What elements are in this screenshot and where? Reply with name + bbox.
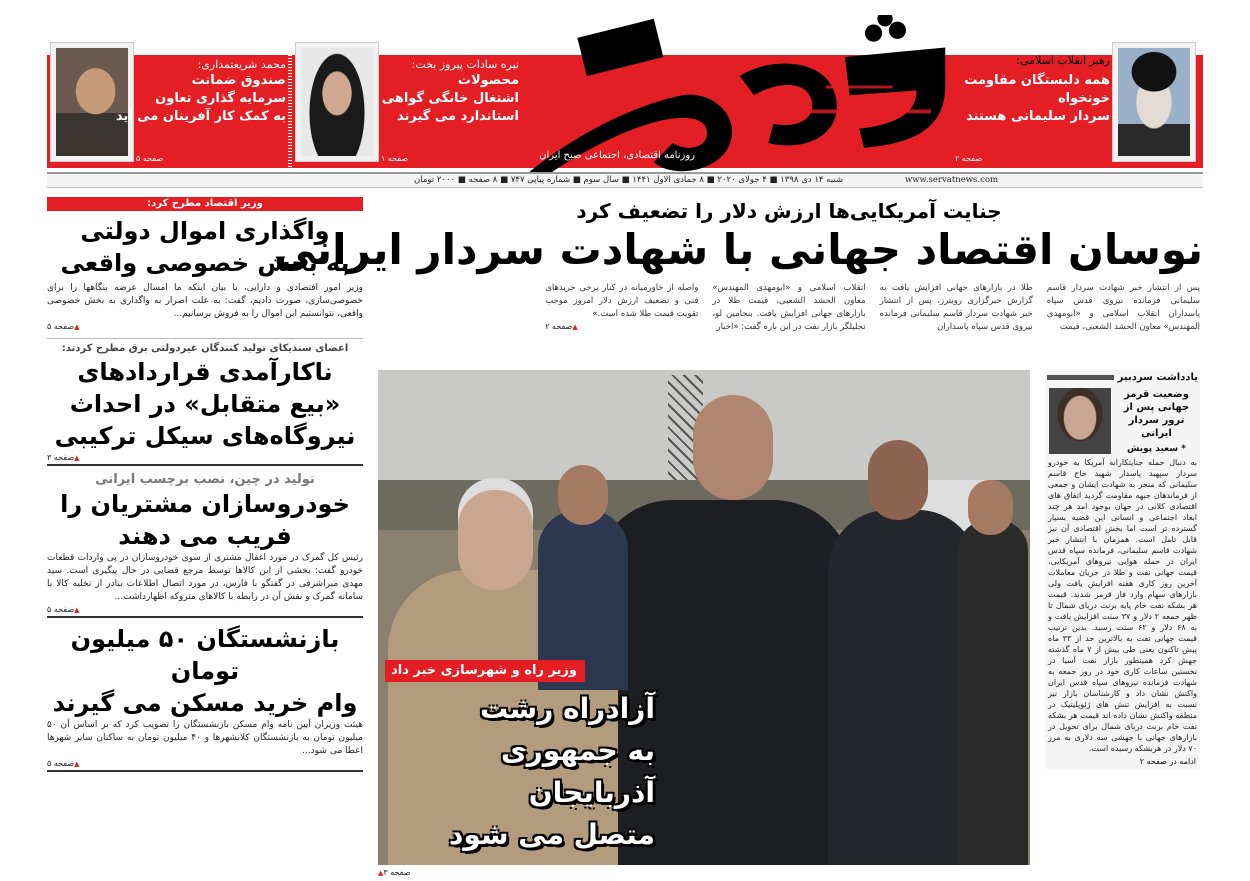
divider — [288, 55, 292, 168]
photo-story[interactable] — [385, 688, 655, 856]
column-text: واصله از خاورمیانه در کنار برخی خریدهای فنی و تضعیف ارزش دلار امروز موجب تقویت قیمت طلا شده است.» — [545, 283, 699, 319]
editorial[interactable] — [1045, 370, 1200, 769]
left-story-3[interactable] — [47, 471, 363, 618]
editorial-title: وضعیت قرمز جهانی پس از ترور سردار ایرانی — [1123, 389, 1190, 439]
kicker: محمد شریعتمداری: — [197, 58, 286, 71]
story-title: واگذاری اموال دولتی — [80, 217, 330, 245]
title-line: صندوق ضمانت — [191, 73, 286, 88]
issue-info: شنبه ۱۴ دی ۱۳۹۸ ■ ۴ جولای ۲۰۲۰ ■ ۸ جمادی الاول ۱۴۴۱ ■ سال سوم ■ شماره پیاپی ۷۴۷ ■ ۸ صفحه ■ ۲۰۰۰ تومان — [413, 175, 843, 185]
story-body: رئیس کل گمرک در مورد اغفال مشتری از سوی خودروسازان در پی واردات قطعات خودرو گفت: بخشی از این کالاها توسط مرجع قضایی در حال پیگیری است. سید مهدی میراشرفی در گفتگو با فارس، در مورد اتصال اطلاعات بنادر از تخلیه کالا با سامانه گمرک و نقش آن در رابطه با کالاهای متروکه اظهارداشت... — [47, 553, 363, 602]
title-line: اشتغال خانگی گواهی — [381, 91, 519, 106]
main-story[interactable] — [273, 198, 1203, 368]
story-title: «بیع متقابل» در احداث — [69, 390, 341, 418]
left-story-2[interactable] — [47, 338, 363, 466]
photo-piroozbakht — [295, 42, 379, 162]
photo-shariatmadari — [50, 42, 134, 162]
main-kicker: جنایت آمریکایی‌ها ارزش دلار را تضعیف کرد — [576, 199, 1002, 223]
page-ref: ▲ صفحه ۲ — [545, 321, 698, 333]
column-text: پس از انتشار خبر شهادت سردار قاسم سلیمانی فرمانده نیروی قدس سپاه پاسداران انقلاب اسلامی و «ابومهدی المهندس» معاون الحشد الشعبی، قیمت — [1046, 283, 1200, 332]
page-ref: صفحه ۱ — [381, 154, 409, 163]
author: * سعید پویش — [1127, 444, 1186, 454]
editorial-body: به دنبال حمله جنایتکارانه آمریکا به خودرو سردار سپهبد پاسدار شهید حاج قاسم سلیمانی که منجر به شهادت ایشان و جمعی از فرماندهان جبهه مقاومت گردید اتفاق های اقتصادی کلانی در جهان بوجود امد هر چند ابعاد اجتماعی و انسانی این قضیه بسیار گسترده تر است اما بخش اقتصادی آن نیز قابل تامل است. همزمان با انتشار خبر شهادت قاسم سلیمانی، فرمانده سپاه قدس ایران در حمله هوایی نیروهای آمریکایی، قیمت جهانی نفت و طلا در جریان معاملات آخرین روز کاری هفته افزایش یافت ولی بازارهای سهام وارد فاز قرمز شدند. قیمت هر بشکه نفت خام پایه برنت دریای شمال تا ظهر جمعه ۲ دلار و ۳۷ سنت افزایش یافت و به ۶۸ دلار و ۶۲ سنت رسید. بدین ترتیب قیمت جهانی نفت به بالاترین حد از ۳۳ ماه پیش تاکنون یعنی طی بیش از ۷ ماه گذشته جهش کرد همینطور بازار نفت آسیا در نخستین ساعات کاری خود در روز جمعه به شهادت فرمانده نیروهای سپاه قدس ایران واکنش نشان داد و کارشناسان بازار نیز نسبت به افزایش تنش های ژئوپلیتیک در منطقه واکنش نشان داده اند قیمت هر بشکه نفت خام برنت دریای شمال برای تحویل در بازارهای جهانی با جهشی سه دلاری به مرز ۷۰ دلار در هربشکه رسیده است. — [1048, 458, 1198, 753]
tagline: روزنامه اقتصادی، اجتماعی صبح ایران — [539, 150, 695, 161]
title-line: سرمایه گذاری تعاون — [155, 91, 286, 106]
story-label: وزیر اقتصاد مطرح کرد: — [47, 197, 363, 211]
page-ref: صفحه ۲ — [955, 154, 983, 163]
masthead-item-2[interactable] — [381, 58, 519, 164]
main-headline: نوسان اقتصاد جهانی با شهادت سردار ایرانی — [273, 225, 1203, 274]
info-bar — [47, 172, 1203, 188]
page-ref: ▲ صفحه ۵ — [47, 321, 363, 333]
story-body: هیئت وزیران آیین نامه وام مسکن بازنشستگان را تصویب کرد که بر اساس آن ۵۰ میلیون تومان به بازنشستگان کلانشهرها و ۴۰ میلیون تومان به ساکنان سایر شهرها اعطا می شود... — [47, 720, 363, 756]
left-column — [47, 197, 363, 772]
left-story-1[interactable] — [47, 197, 363, 333]
website-link[interactable]: www.servatnews.com — [905, 175, 999, 185]
kicker: رهبر انقلاب اسلامی: — [1016, 54, 1110, 67]
title-line: به کمک کار آفرینان می آید — [115, 109, 286, 124]
continue-link[interactable]: ادامه در صفحه ۲ — [1139, 757, 1196, 766]
title-line: استاندارد می گیرند — [396, 109, 519, 124]
column-text: انقلاب اسلامی و «ابومهدی المهندس» معاون الحشد الشعبی، قیمت طلا در بازارهای جهانی افزایش یافت. بنجامین لو، تحلیلگر بازار نفت در این باره گفت: «اخبار — [712, 283, 866, 332]
story-title: بازنشستگان ۵۰ میلیون تومان — [70, 625, 340, 685]
title-line: خونخواه — [1057, 91, 1110, 106]
story-title: به بخش خصوصی واقعی — [60, 249, 350, 277]
title-line: محصولات — [457, 73, 519, 88]
author-photo — [1049, 388, 1111, 454]
page-ref: ▲ صفحه ۵ — [47, 604, 363, 618]
photo-story-label: وزیر راه و شهرسازی خبر داد — [385, 660, 585, 682]
left-story-4[interactable] — [47, 623, 363, 772]
page-ref: ▲ صفحه ۵ — [47, 758, 363, 772]
story-title: خودروسازان مشتریان را — [60, 490, 350, 518]
story-title: وام خرید مسکن می گیرند — [52, 689, 358, 717]
page-ref: ▲ صفحه ۳ — [378, 867, 411, 879]
photo-leader — [1112, 42, 1196, 162]
section-title: یادداشت سردبیر — [1117, 372, 1198, 383]
header-rule — [1047, 375, 1114, 380]
story-body: وزیر امور اقتصادی و دارایی، با بیان اینکه ما امسال عرضه بنگاهها را برای خصوصی‌سازی، صورت دادیم، گفت: به علت اصرار به واگذاری به بخش خصوصی واقعی، نتوانستیم این اموال را به فروش برسانیم... — [47, 283, 363, 319]
story-kicker: اعضای سندیکای تولید کنندگان غیردولتی برق مطرح کردند: — [61, 343, 349, 354]
masthead-item-1[interactable] — [115, 58, 286, 164]
story-title: ناکارآمدی قراردادهای — [77, 358, 333, 386]
kicker: نیره سادات پیروز بخت: — [411, 58, 519, 71]
page-ref: صفحه ۵ — [136, 154, 164, 163]
main-columns — [375, 282, 1203, 334]
title-line: همه دلبستگان مقاومت — [964, 73, 1110, 88]
story-title: نیروگاه‌های سیکل ترکیبی — [54, 422, 356, 450]
photo-story-title: به جمهوری آذربایجان — [500, 734, 655, 809]
editorial-header — [1045, 370, 1200, 385]
photo-story-title: آزادراه رشت — [480, 692, 655, 725]
photo-story-title: متصل می شود — [449, 818, 655, 851]
title-line: سردار سلیمانی هستند — [966, 109, 1110, 124]
story-kicker: تولید در چین، نصب برچسب ایرانی — [95, 472, 315, 487]
page-ref: ▲ صفحه ۳ — [47, 452, 363, 466]
column-text: طلا در بازارهای جهانی افزایش یافت به گزارش خبرگزاری رویترز، پس از انتشار خبر شهادت سردار قاسم سلیمانی فرمانده نیروی قدس سپاه پاسداران — [879, 283, 1033, 332]
masthead-item-3[interactable] — [955, 54, 1110, 164]
story-title: فریب می دهند — [118, 522, 292, 550]
